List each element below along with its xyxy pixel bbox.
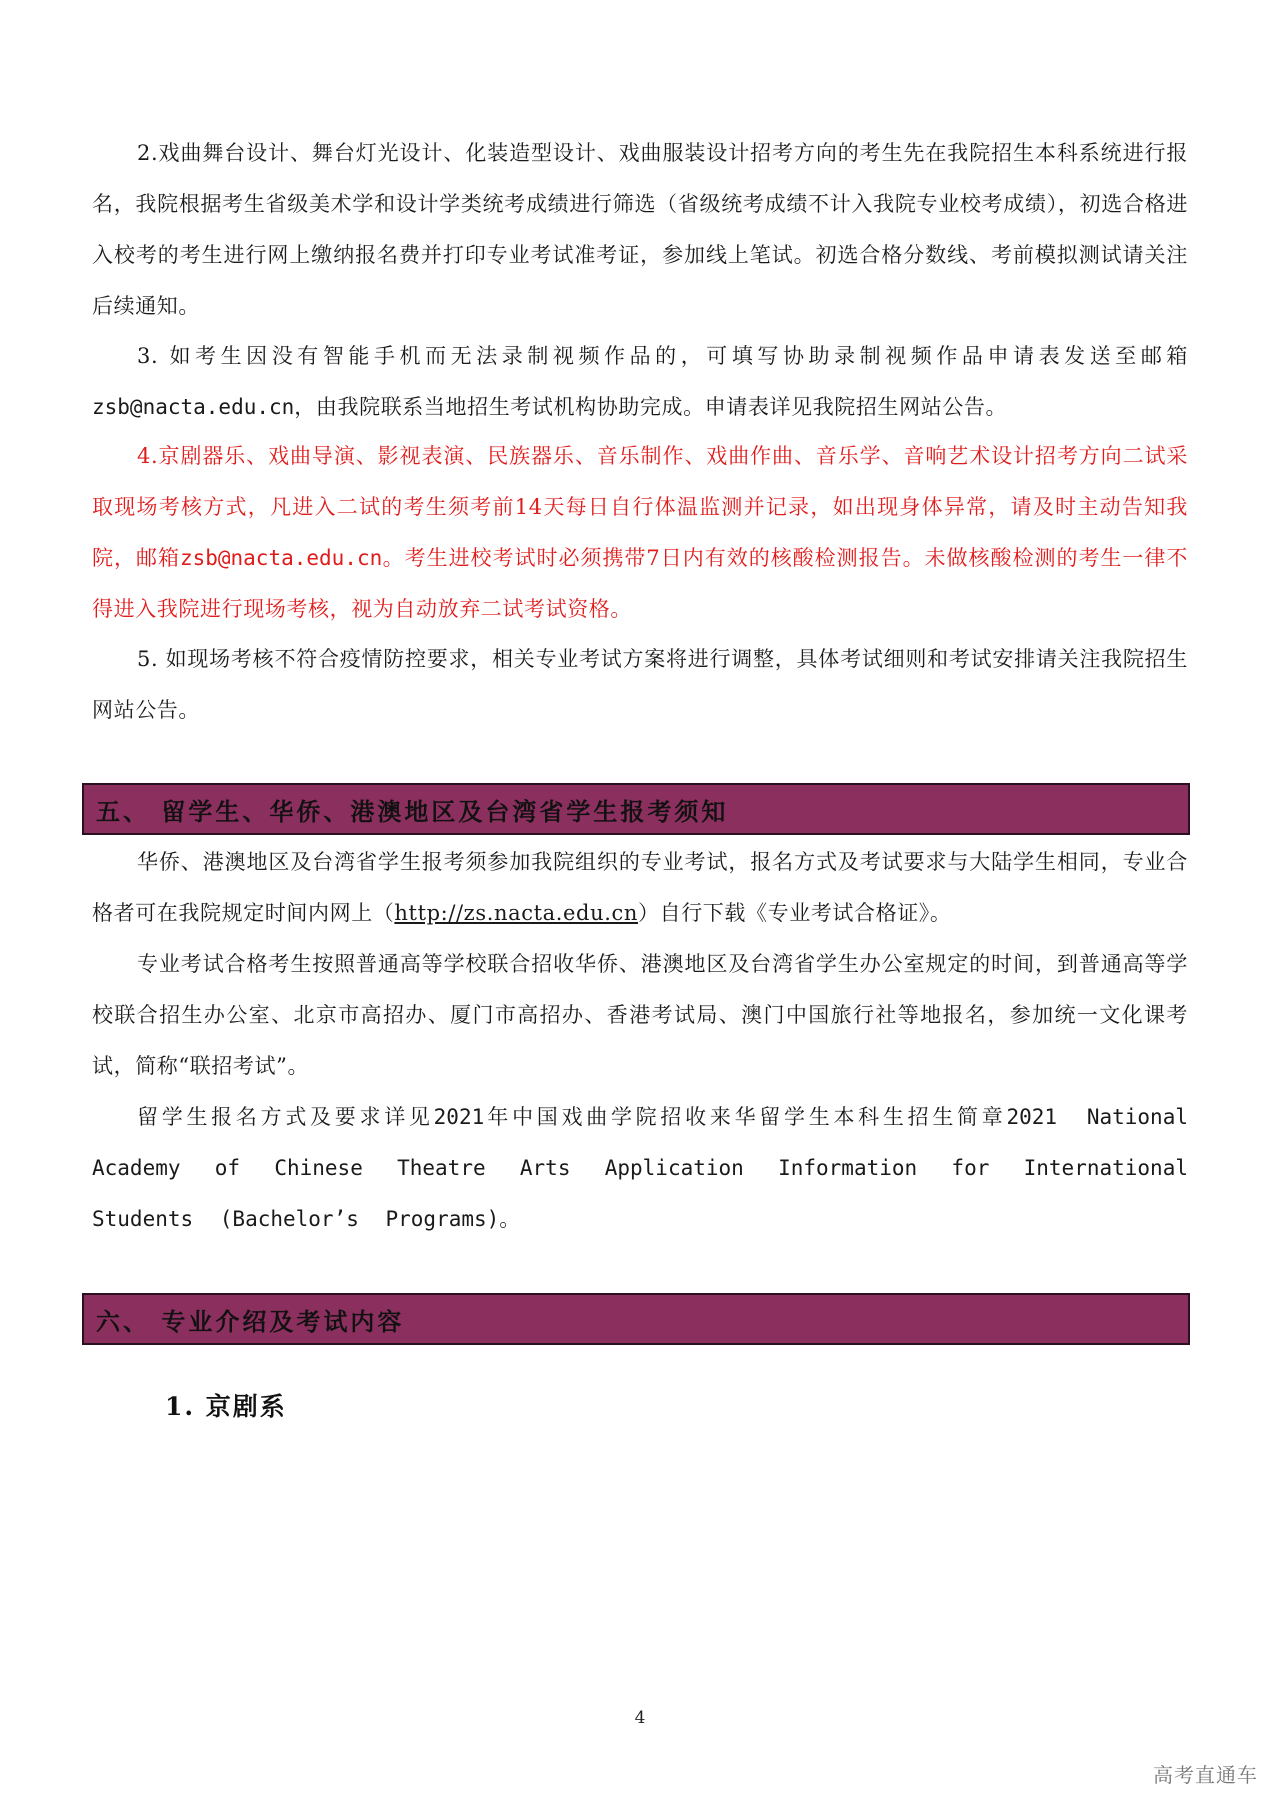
item-4-text-b: 天每日自行体温监测并记录，如出现身体异常，请及时主动告知我院，邮箱 [92, 495, 1188, 570]
section-6-heading: 六、 专业介绍及考试内容 [96, 1307, 405, 1336]
section-5-p3-b: 年中国戏曲学院招收来华留学生本科生招生简章 [484, 1105, 1007, 1129]
page-number: 4 [634, 1708, 646, 1728]
section-5-p3-year: 2021 [433, 1105, 485, 1129]
item-5-text: 5. 如现场考核不符合疫情防控要求，相关专业考试方案将进行调整，具体考试细则和考试安排请关注我院招生网站公告。 [92, 647, 1188, 722]
item-5-paragraph [92, 634, 1188, 736]
item-3-text-after: ，由我院联系当地招生考试机构协助完成。申请表详见我院招生网站公告。 [294, 395, 1008, 419]
section-5-paragraph-3 [92, 1092, 1188, 1245]
item-4-email[interactable]: zsb@nacta.edu.cn [179, 546, 383, 570]
item-4-text-c: 。考生进校考试时必须携带 [382, 546, 647, 570]
item-2-text: 2.戏曲舞台设计、舞台灯光设计、化装造型设计、戏曲服装设计招考方向的考生先在我院招生本科系统进行报名，我院根据考生省级美术学和设计学类统考成绩进行筛选（省级统考成绩不计入我院专业校考成绩），初选合格进入校考的考生进行网上缴纳报名费并打印专业考试准考证，参加线上笔试。初选合格分数线、考前模拟测试请关注后续通知。 [92, 141, 1188, 318]
section-5-p3-a: 留学生报名方式及要求详见 [137, 1105, 434, 1129]
section-5-p3-english-title: 2021 National Academy of Chinese Theatre Arts Application Information for International Students (Bachelor’s Programs) [92, 1105, 1188, 1231]
item-4-days: 14 [514, 495, 543, 519]
section-6-heading-bar [82, 1293, 1190, 1345]
section-6-subheading: 1. 京剧系 [165, 1392, 287, 1421]
section-5-p3-c: 。 [499, 1207, 521, 1231]
section-5-p1-before: 华侨、港澳地区及台湾省学生报考须参加我院组织的专业考试，报名方式及考试要求与大陆学生相同，专业合格者可在我院规定时间内网上（ [92, 850, 1188, 925]
item-3-text-before: 3. 如考生因没有智能手机而无法录制视频作品的，可填写协助录制视频作品申请表发送至邮箱 [137, 344, 1188, 368]
section-5-p1-after: ）自行下载《专业考试合格证》。 [638, 901, 952, 925]
item-3-paragraph [92, 331, 1188, 433]
admissions-website-link[interactable]: http://zs.nacta.edu.cn [394, 901, 638, 925]
watermark-text: 高考直通车 [1153, 1763, 1258, 1787]
item-4-valid-days: 7 [646, 546, 661, 570]
section-5-paragraph-1 [92, 837, 1188, 939]
item-2-paragraph [92, 128, 1188, 332]
item-4-paragraph [92, 431, 1188, 635]
item-3-email[interactable]: zsb@nacta.edu.cn [92, 395, 295, 419]
item-4-text-a: 4.京剧器乐、戏曲导演、影视表演、民族器乐、音乐制作、戏曲作曲、音乐学、音响艺术设计招考方向二试采取现场考核方式，凡进入二试的考生须考前 [92, 444, 1188, 519]
section-5-p2-text: 专业考试合格考生按照普通高等学校联合招收华侨、港澳地区及台湾省学生办公室规定的时间，到普通高等学校联合招生办公室、北京市高招办、厦门市高招办、香港考试局、澳门中国旅行社等地报名，参加统一文化课考试，简称“联招考试”。 [92, 952, 1188, 1078]
section-5-heading: 五、 留学生、华侨、港澳地区及台湾省学生报考须知 [96, 797, 729, 826]
section-5-paragraph-2 [92, 939, 1188, 1092]
item-4-text-d: 日内有效的核酸检测报告。未做核酸检测的考生一律不得进入我院进行现场考核，视为自动放弃二试考试资格。 [92, 546, 1188, 621]
section-5-heading-bar [82, 783, 1190, 835]
